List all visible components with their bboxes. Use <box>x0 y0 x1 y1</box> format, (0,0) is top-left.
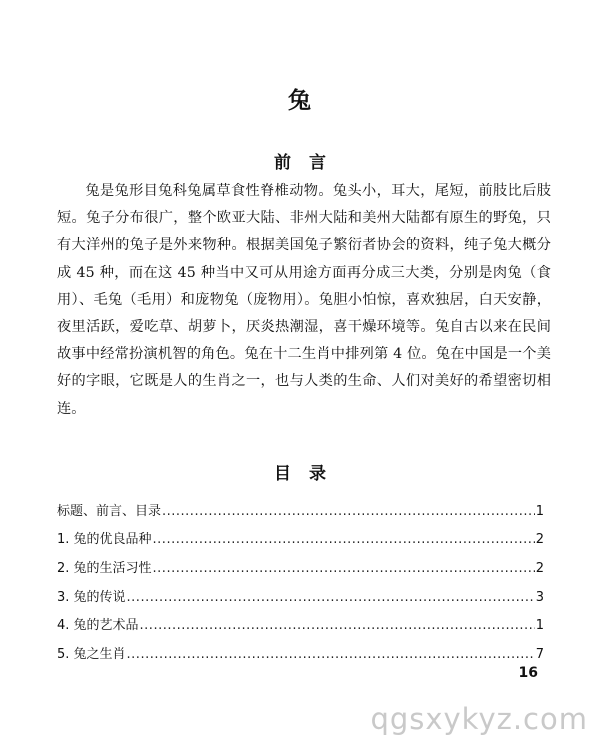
toc-entry-habits <box>57 547 544 576</box>
toc-dot-leader <box>162 504 535 519</box>
toc-entry-label: 2. 兔的生活习性 <box>57 561 152 577</box>
toc-dot-leader <box>127 590 535 605</box>
toc-dot-leader <box>140 618 535 633</box>
toc-entry-page: 1 <box>535 503 544 519</box>
toc-dot-leader <box>153 561 535 576</box>
toc-dot-leader <box>127 647 535 662</box>
toc-entry-zodiac <box>57 633 544 662</box>
table-of-contents <box>57 490 544 662</box>
watermark: qgsxykyz.com <box>370 702 588 736</box>
toc-entry-label: 1. 兔的优良品种 <box>57 532 152 548</box>
toc-entry-page: 2 <box>535 532 544 548</box>
toc-entry-page: 2 <box>535 561 544 577</box>
toc-entry-legends <box>57 576 544 605</box>
toc-entry-breeds <box>57 519 544 548</box>
toc-dot-leader <box>153 532 535 547</box>
toc-entry-page: 1 <box>535 618 544 634</box>
preface-heading: 前言 <box>274 153 344 173</box>
toc-entry-front-matter <box>57 490 544 519</box>
page-title: 兔 <box>288 88 312 114</box>
toc-entry-page: 7 <box>535 647 544 663</box>
toc-entry-label: 4. 兔的艺术品 <box>57 618 139 634</box>
toc-entry-label: 标题、前言、目录 <box>57 503 162 519</box>
preface-paragraph: 兔是兔形目兔科兔属草食性脊椎动物。兔头小，耳大，尾短，前肢比后肢短。兔子分布很广，整个欧亚大陆、非州大陆和美州大陆都有原生的野兔，只有大洋州的兔子是外来物种。根据美国兔子繁衍者协会的资料，纯子兔大概分成 45 种，而在这 45 种当中又可从用途方面再分成三大类，分别是肉兔（食用）、毛兔（毛用）和庞物兔（庞物用）。兔胆小怕惊，喜欢独居，白天安静，夜里活跃，爱吃草、胡萝卜，厌炎热潮湿，喜干燥环境等。兔自古以来在民间故事中经常扮演机智的角色。兔在十二生肖中排列第 4 位。兔在中国是一个美好的字眼，它既是人的生肖之一，也与人类的生命、人们对美好的希望密切相连。 <box>57 183 551 417</box>
toc-entry-page: 3 <box>535 589 544 605</box>
toc-heading: 目录 <box>274 464 344 484</box>
toc-entry-artworks <box>57 605 544 634</box>
toc-entry-label: 5. 兔之生肖 <box>57 647 126 663</box>
toc-entry-label: 3. 兔的传说 <box>57 589 126 605</box>
page-number: 16 <box>518 665 538 681</box>
